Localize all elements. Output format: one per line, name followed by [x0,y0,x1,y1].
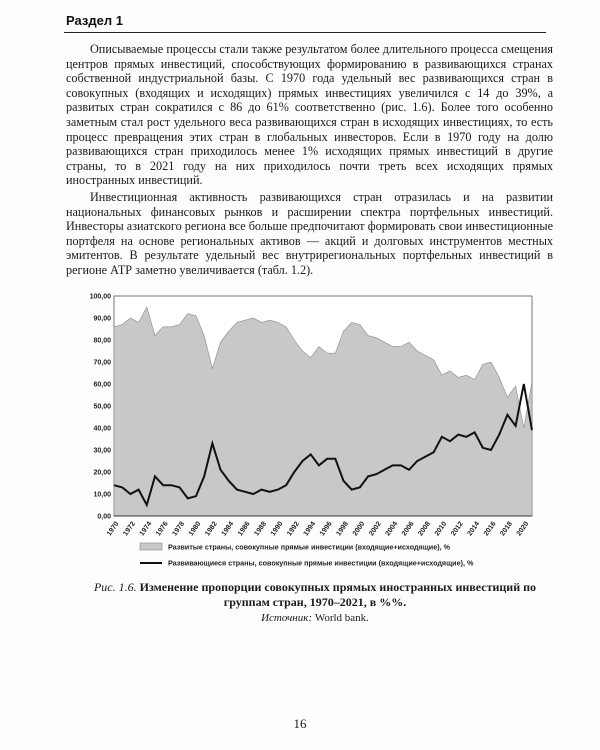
figure-title: Изменение пропорции совокупных прямых иностранных инвестиций по группам стран, 1970–2021, в %%. [139,580,537,609]
chart-svg [84,284,540,574]
x-tick-label: 2014 [466,520,482,538]
x-tick-label: 2000 [351,520,367,538]
figure-source [76,612,554,624]
x-tick-label: 1994 [302,520,318,538]
x-tick-label: 1976 [155,520,170,538]
header-rule [64,32,546,33]
y-tick-label: 30,00 [93,447,111,455]
x-tick-label: 2010 [433,520,449,538]
y-tick-label: 90,00 [93,315,111,323]
x-tick-label: 1988 [253,520,269,538]
x-tick-label: 2002 [368,520,383,538]
x-tick-label: 2016 [482,520,498,538]
x-tick-label: 1970 [105,520,121,538]
x-tick-label: 1986 [237,520,252,538]
y-tick-label: 70,00 [93,359,111,367]
x-tick-label: 1972 [122,520,137,538]
paragraph-2: Инвестиционная активность развивающихся стран отразилась и на развитии национальных финансовых рынков и расширении спектра портфельных инвестиций. Инвесторы азиатского региона все больше предпочитают формировать свои инвестиционные портфеля на основе региональных активов — акций и долговых инструментов местных эмитентов. В результате удельный вес внутрирегиональных портфельных инвестиций в регионе АТР заметно увеличивается (табл. 1.2). [66,189,553,277]
x-tick-label: 1992 [286,520,301,538]
x-tick-label: 2004 [384,520,400,538]
y-tick-label: 0,00 [97,513,111,521]
x-tick-label: 2018 [499,520,514,538]
body-text [66,42,553,280]
x-tick-label: 2008 [417,520,433,538]
y-tick-label: 100,00 [89,293,111,301]
x-tick-label: 1998 [335,520,351,538]
x-tick-label: 1982 [204,520,219,538]
x-tick-label: 1984 [220,520,236,538]
figure-caption [76,580,554,610]
x-tick-label: 1996 [318,520,334,538]
y-tick-label: 10,00 [93,491,111,499]
figure-label: Рис. 1.6. [93,580,137,594]
running-head: Раздел 1 [66,13,123,28]
source-text: World bank. [314,612,369,624]
source-label: Источник: [261,612,313,624]
legend-label-developed: Развитые страны, совокупные прямые инвестиции (входящие+исходящие), % [168,542,450,552]
legend-label-developing: Развивающиеся страны, совокупные прямые инвестиции (входящие+исходящие), % [168,558,474,568]
legend-swatch-developed [140,543,162,550]
y-tick-label: 60,00 [93,381,111,389]
paragraph-1: Описываемые процессы стали также результатом более длительного процесса смещения центров прямых инвестиций, способствующих формированию в развивающихся странах собственной индустриальной базы. С 1970 года удельный вес развивающихся стран в совокупных (входящих и исходящих) прямых инвестициях увеличился с 14 до 39%, а развитых стран сократился с 86 до 61% соответственно (рис. 1.6). Более того особенно заметным стал рост удельного веса развивающихся стран в исходящих инвестициях, то есть процесс превращения этих стран в глобальных инвесторов. Если в 1970 году на долю развивающихся стран приходилось менее 1% исходящих прямых инвестиций в другие страны, то в 2021 году на них приходилось почти треть всех исходящих прямых иностранных инвестиций. [66,42,553,188]
x-tick-label: 1980 [187,520,203,538]
page-number: 16 [293,716,307,731]
x-tick-label: 2006 [400,520,416,538]
x-tick-label: 1990 [269,520,285,538]
x-tick-label: 2012 [450,520,465,538]
y-tick-label: 20,00 [93,469,111,477]
x-tick-label: 2020 [515,520,531,538]
x-tick-label: 1978 [171,520,187,538]
figure-chart [84,284,540,574]
y-tick-label: 80,00 [93,337,111,345]
y-tick-label: 50,00 [93,403,111,411]
x-tick-label: 1974 [138,520,154,538]
y-tick-label: 40,00 [93,425,111,433]
